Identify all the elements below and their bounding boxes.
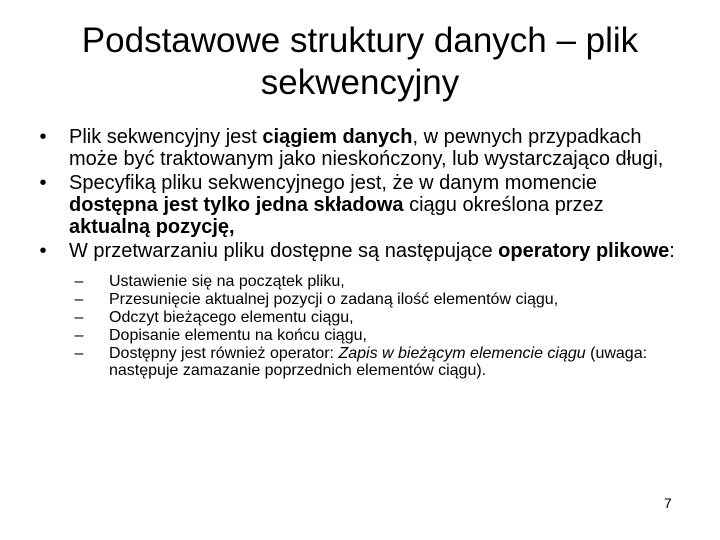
operator-item — [69, 309, 687, 326]
operator-text: (uwaga: następuje zamazanie poprzednich elementów ciągu). — [109, 345, 648, 379]
operator-text-italic: Zapis w bieżącym elemencie ciągu — [338, 345, 586, 362]
operator-item — [69, 327, 687, 344]
bullet-text-bold: aktualną pozycję, — [69, 216, 235, 238]
slide-title-line-1: Podstawowe struktury danych – plik — [81, 21, 639, 60]
slide-title-line-2: sekwencyjny — [260, 63, 460, 102]
bullet-text: Specyfiką pliku sekwencyjnego jest, że w danym momencie — [69, 172, 598, 194]
bullet-marker: • — [39, 126, 47, 148]
bullet-item — [37, 126, 687, 170]
sub-bullet-marker: – — [74, 273, 84, 290]
slide-title — [20, 20, 700, 104]
sub-bullet-marker: – — [74, 309, 84, 326]
bullet-text: ciągu określona przez — [403, 194, 604, 216]
bullet-text: , w pewnych przypadkach może być traktowanym jako nieskończony, lub wystarczająco długi, — [69, 126, 664, 170]
bullet-text-bold: ciągiem danych — [262, 126, 413, 148]
bullet-text: Plik sekwencyjny jest — [69, 126, 263, 148]
operator-item — [69, 345, 687, 379]
bullet-text-bold: dostępna jest tylko jedna składowa — [69, 194, 404, 216]
bullet-text: : — [669, 240, 675, 262]
operator-text: Przesunięcie aktualnej pozycji o zadaną ilość elementów ciągu, — [109, 291, 559, 308]
operator-item — [69, 291, 687, 308]
bullet-list — [37, 126, 687, 381]
sub-bullet-marker: – — [74, 327, 84, 344]
sub-bullet-marker: – — [74, 291, 84, 308]
bullet-item — [37, 172, 687, 238]
sub-bullet-marker: – — [74, 345, 84, 362]
bullet-marker: • — [39, 172, 47, 194]
bullet-marker: • — [39, 240, 47, 262]
bullet-text: W przetwarzaniu pliku dostępne są następujące — [69, 240, 499, 262]
bullet-item — [37, 240, 687, 379]
bullet-text-bold: operatory plikowe — [498, 240, 670, 262]
page-number: 7 — [664, 495, 672, 511]
operator-text: Dostępny jest również operator: — [109, 345, 339, 362]
operator-text: Odczyt bieżącego elementu ciągu, — [109, 309, 354, 326]
operator-text: Dopisanie elementu na końcu ciągu, — [109, 327, 367, 344]
operator-item — [69, 273, 687, 290]
operator-text: Ustawienie się na początek pliku, — [109, 273, 345, 290]
operator-list — [69, 273, 687, 379]
